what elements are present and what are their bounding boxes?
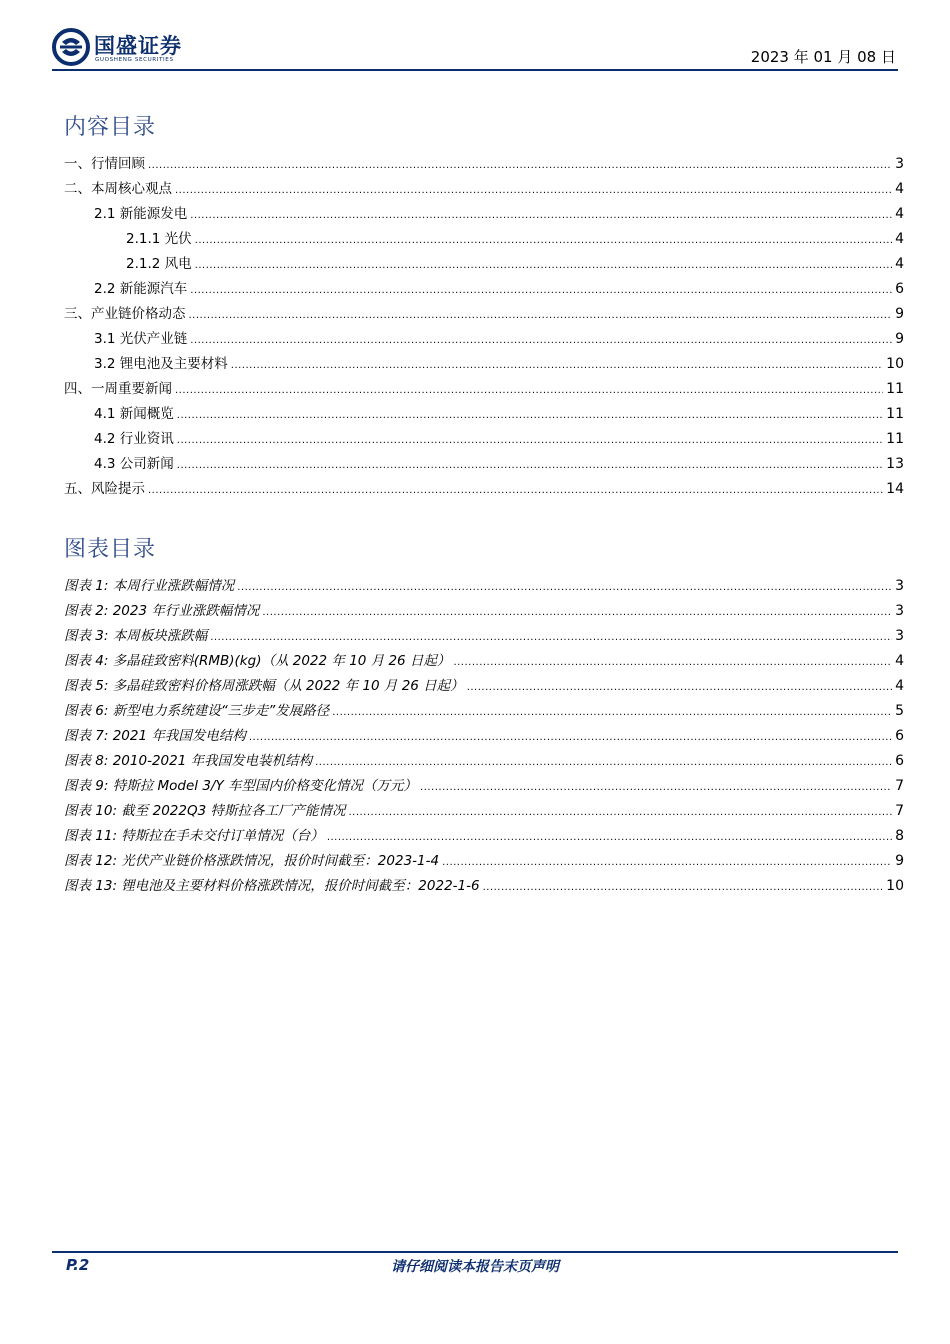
toc-entry[interactable]	[64, 377, 904, 399]
toc-entry[interactable]	[64, 277, 904, 299]
dot-leader	[175, 185, 892, 196]
toc-entry-label: 四、一周重要新闻	[64, 381, 172, 397]
dot-leader	[237, 582, 892, 593]
toc-entry-label: 五、风险提示	[64, 481, 145, 497]
figure-entry[interactable]	[64, 849, 904, 871]
toc-entry-page: 11	[886, 431, 904, 447]
toc-entry-page: 4	[895, 206, 904, 222]
figures-title: 图表目录	[64, 537, 157, 562]
toc-entry[interactable]	[64, 477, 904, 499]
figure-entry[interactable]	[64, 674, 904, 696]
footer-divider	[52, 1251, 898, 1253]
figure-entry-label: 图表 10: 截至 2022Q3 特斯拉各工厂产能情况	[64, 803, 346, 819]
figure-entry-page: 4	[895, 678, 904, 694]
figure-entry-page: 3	[895, 578, 904, 594]
toc-entry-label: 4.3 公司新闻	[94, 456, 174, 472]
contents-list	[64, 152, 904, 502]
dot-leader	[190, 285, 892, 296]
figure-entry-page: 3	[895, 603, 904, 619]
figure-entry-label: 图表 7: 2021 年我国发电结构	[64, 728, 246, 744]
dot-leader	[315, 757, 892, 768]
footer-disclaimer: 请仔细阅读本报告末页声明	[391, 1259, 559, 1275]
figure-entry[interactable]	[64, 774, 904, 796]
figure-entry-page: 3	[895, 628, 904, 644]
logo-text-cn: 国盛证券	[94, 34, 182, 58]
dot-leader	[190, 335, 892, 346]
figure-entry[interactable]	[64, 799, 904, 821]
dot-leader	[189, 310, 893, 321]
toc-entry-label: 4.1 新闻概览	[94, 406, 174, 422]
report-date: 2023 年 01 月 08 日	[750, 48, 896, 66]
toc-entry-page: 4	[895, 181, 904, 197]
figure-entry-page: 5	[895, 703, 904, 719]
toc-entry[interactable]	[64, 177, 904, 199]
figure-entry-page: 4	[895, 653, 904, 669]
figure-entry-page: 6	[895, 753, 904, 769]
toc-entry[interactable]	[64, 152, 904, 174]
toc-entry-page: 9	[895, 306, 904, 322]
dot-leader	[177, 460, 883, 471]
figure-entry[interactable]	[64, 724, 904, 746]
toc-entry-page: 13	[886, 456, 904, 472]
dot-leader	[177, 435, 883, 446]
figure-entry-page: 7	[895, 803, 904, 819]
figure-entry[interactable]	[64, 649, 904, 671]
toc-entry[interactable]	[64, 327, 904, 349]
toc-entry-page: 4	[895, 231, 904, 247]
figure-entry-label: 图表 8: 2010-2021 年我国发电装机结构	[64, 753, 313, 769]
toc-entry[interactable]	[64, 227, 904, 249]
figure-entry-page: 9	[895, 853, 904, 869]
dot-leader	[262, 607, 892, 618]
figure-entry-label: 图表 11: 特斯拉在手未交付订单情况（台）	[64, 828, 324, 844]
toc-entry-page: 10	[886, 356, 904, 372]
dot-leader	[453, 657, 892, 668]
figure-entry[interactable]	[64, 699, 904, 721]
figure-entry[interactable]	[64, 824, 904, 846]
figure-entry-label: 图表 9: 特斯拉 Model 3/Y 车型国内价格变化情况（万元）	[64, 778, 418, 794]
toc-entry-page: 9	[895, 331, 904, 347]
page-header	[0, 0, 950, 72]
toc-entry[interactable]	[64, 452, 904, 474]
dot-leader	[190, 210, 892, 221]
toc-entry[interactable]	[64, 352, 904, 374]
dot-leader	[327, 832, 892, 843]
dot-leader	[483, 882, 884, 893]
toc-entry-page: 6	[895, 281, 904, 297]
figures-list	[64, 574, 904, 894]
figure-entry-page: 10	[886, 878, 904, 894]
dot-leader	[175, 385, 883, 396]
figure-entry-page: 6	[895, 728, 904, 744]
toc-entry-label: 2.2 新能源汽车	[94, 281, 188, 297]
contents-title: 内容目录	[64, 115, 157, 140]
figure-entry-label: 图表 2: 2023 年行业涨跌幅情况	[64, 603, 260, 619]
figure-entry[interactable]	[64, 749, 904, 771]
toc-entry-page: 4	[895, 256, 904, 272]
dot-leader	[249, 732, 892, 743]
dot-leader	[348, 807, 892, 818]
toc-entry-page: 14	[886, 481, 904, 497]
figure-entry[interactable]	[64, 574, 904, 596]
figure-entry-label: 图表 5: 多晶硅致密料价格周涨跌幅（从 2022 年 10 月 26 日起）	[64, 678, 464, 694]
dot-leader	[467, 682, 892, 693]
figure-entry-page: 7	[895, 778, 904, 794]
figure-entry[interactable]	[64, 599, 904, 621]
toc-entry-label: 4.2 行业资讯	[94, 431, 174, 447]
toc-entry[interactable]	[64, 302, 904, 324]
toc-entry-label: 3.1 光伏产业链	[94, 331, 188, 347]
toc-entry[interactable]	[64, 402, 904, 424]
toc-entry-label: 二、本周核心观点	[64, 181, 172, 197]
toc-entry-label: 2.1 新能源发电	[94, 206, 188, 222]
toc-entry-label: 2.1.1 光伏	[126, 231, 192, 247]
toc-entry-label: 3.2 锂电池及主要材料	[94, 356, 228, 372]
figure-entry-label: 图表 1: 本周行业涨跌幅情况	[64, 578, 235, 594]
dot-leader	[420, 782, 892, 793]
dot-leader	[332, 707, 892, 718]
dot-leader	[148, 160, 892, 171]
toc-entry[interactable]	[64, 252, 904, 274]
dot-leader	[148, 485, 883, 496]
figure-entry-label: 图表 4: 多晶硅致密料(RMB)(kg)（从 2022 年 10 月 26 日起）	[64, 653, 451, 669]
figure-entry-label: 图表 13: 锂电池及主要材料价格涨跌情况，报价时间截至：2022-1-6	[64, 878, 480, 894]
header-divider	[52, 69, 898, 71]
dot-leader	[195, 235, 892, 246]
logo-text-en: GUOSHENG SECURITIES	[95, 57, 174, 63]
figure-entry-label: 图表 6: 新型电力系统建设“三步走”发展路径	[64, 703, 330, 719]
dot-leader	[210, 632, 892, 643]
figure-entry[interactable]	[64, 624, 904, 646]
figure-entry-page: 8	[895, 828, 904, 844]
dot-leader	[231, 360, 883, 371]
toc-entry-page: 3	[895, 156, 904, 172]
toc-entry-page: 11	[886, 381, 904, 397]
company-logo	[52, 28, 202, 70]
figure-entry-label: 图表 3: 本周板块涨跌幅	[64, 628, 208, 644]
toc-entry[interactable]	[64, 427, 904, 449]
toc-entry-label: 三、产业链价格动态	[64, 306, 186, 322]
figure-entry-label: 图表 12: 光伏产业链价格涨跌情况，报价时间截至：2023-1-4	[64, 853, 440, 869]
page-number: P.2	[66, 1256, 90, 1274]
toc-entry-label: 2.1.2 风电	[126, 256, 192, 272]
toc-entry-page: 11	[886, 406, 904, 422]
dot-leader	[442, 857, 892, 868]
dot-leader	[177, 410, 883, 421]
figure-entry[interactable]	[64, 874, 904, 896]
toc-entry-label: 一、行情回顾	[64, 156, 145, 172]
toc-entry[interactable]	[64, 202, 904, 224]
guosheng-logo-icon	[52, 28, 90, 66]
dot-leader	[195, 260, 892, 271]
